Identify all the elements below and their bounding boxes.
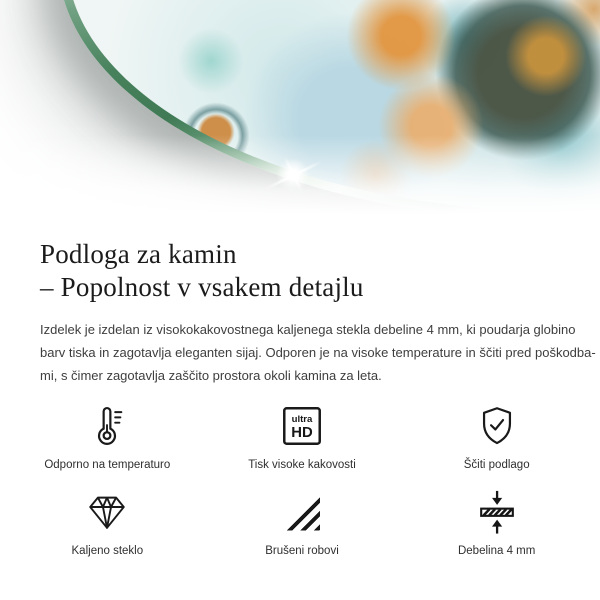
page-title-line1: Podloga za kamin xyxy=(40,239,237,269)
feature-protects-surface xyxy=(399,403,594,472)
feature-label: Odporno na temperaturo xyxy=(44,459,171,471)
description-line: mi, s čimer zagotavlja zaščito prostora okoli kamina za leta. xyxy=(40,368,382,383)
feature-label: Tisk visoke kakovosti xyxy=(248,459,356,471)
feature-label: Ščiti podlago xyxy=(463,459,530,471)
polished-edges-icon xyxy=(279,489,325,535)
feature-print-quality xyxy=(205,403,400,472)
feature-label: Kaljeno steklo xyxy=(71,545,144,557)
page-title xyxy=(40,238,600,304)
feature-label: Brušeni robovi xyxy=(265,545,339,557)
diamond-icon xyxy=(84,489,130,535)
features-grid xyxy=(0,403,600,558)
feature-thickness xyxy=(399,489,594,558)
ultra-hd-icon xyxy=(279,403,325,449)
thermometer-icon xyxy=(84,403,130,449)
feature-temperature-resistant xyxy=(10,403,205,472)
feature-tempered-glass xyxy=(10,489,205,558)
ultra-hd-icon-text-bottom: HD xyxy=(291,425,313,442)
page-title-line2: – Popolnost v vsakem detajlu xyxy=(40,272,364,302)
product-description xyxy=(40,318,600,387)
product-image xyxy=(0,0,600,236)
thickness-icon xyxy=(474,489,520,535)
description-line: barv tiska in zagotavlja eleganten sijaj. Odporen je na visoke temperature in ščiti pred poškodba- xyxy=(40,345,596,360)
shield-check-icon xyxy=(474,403,520,449)
feature-polished-edges xyxy=(205,489,400,558)
feature-label: Debelina 4 mm xyxy=(457,545,536,557)
description-line: Izdelek je izdelan iz visokokakovostnega kaljenega stekla debeline 4 mm, ki poudarja globino xyxy=(40,322,576,337)
ultra-hd-icon-text-top: ultra xyxy=(291,414,313,426)
